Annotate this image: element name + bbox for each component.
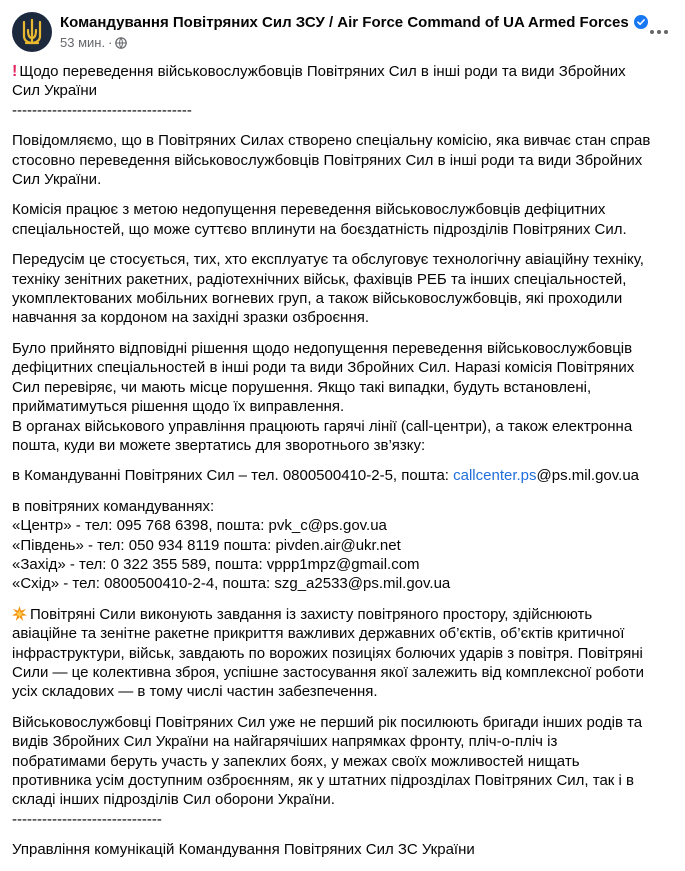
more-options-icon bbox=[649, 29, 669, 35]
regional-contacts bbox=[12, 497, 652, 594]
more-options-button[interactable] bbox=[645, 18, 673, 46]
trident-logo-icon bbox=[12, 12, 52, 52]
post-header bbox=[12, 8, 673, 56]
meta-separator: · bbox=[108, 35, 113, 50]
paragraph-mission-text: Повітряні Сили виконують завдання із захисту повітряного простору, здійснюють авіаційне та зенітне ракетне прикриття важливих державних об’єктів, об’єктів критичної інфраструктури, військ, завдають по ворожих позиціях болючих ударів з повітря. Повітряні Сили — це колективна зброя, успішне застосування якої залежить від комплексної роботи усіх складових — в тому числі частин забезпечення. bbox=[12, 605, 645, 701]
region-center: «Центр» - тел: 095 768 6398, пошта: pvk_c@ps.gov.ua bbox=[12, 517, 387, 535]
page-avatar[interactable] bbox=[12, 12, 52, 52]
paragraph-hotlines: В органах військового управління працюють гарячі лінії (call-центри), а також електронна пошта, куди ви можете звертатись для зворотнього зв’язку: bbox=[12, 417, 633, 454]
regions-heading: в повітряних командуваннях: bbox=[12, 497, 215, 515]
paragraph-decisions: Було прийнято відповідні рішення щодо недопущення переведення військовослужбовців дефіцитних спеціальностей в інші роди та види Збройних Сил. Наразі комісія Повітряних Сил перевіряє, чи мають місце порушення. Якщо такі випадки, будуть встановлені, прийматимуться рішення щодо їх виправлення. bbox=[12, 339, 635, 416]
paragraph-commission: Повідомляємо, що в Повітряних Силах створено спеціальну комісію, яка вивчає стан справ стосовно переведення військовослужбовців Повітряних Сил в інші роди та види Збройних Сил України. bbox=[12, 132, 651, 189]
post-title bbox=[12, 62, 652, 101]
red-exclamation-icon: ! bbox=[12, 63, 18, 80]
paragraph-specialties: Передусім це стосується, тих, хто експлуатує та обслуговує технологічну авіаційну техніку, техніку зенітних ракетних, радіотехнічних військ, фахівців РЕБ та інших спеціальностей, укомплектованих мобільних вогневих груп, а також військовослужбовців, які проходили навчання за кордоном на західні зразки озброєння. bbox=[12, 251, 644, 327]
command-contact bbox=[12, 466, 652, 485]
page-name-text: Командування Повітряних Сил ЗСУ / Air Force Command of UA Armed Forces bbox=[60, 14, 629, 31]
post-title-text: Щодо переведення військовослужбовців Повітряних Сил в інші роди та види Збройних Сил України bbox=[12, 63, 626, 100]
region-west: «Захід» - тел: 0 322 355 589, пошта: vppp1mpz@gmail.com bbox=[12, 555, 420, 573]
page-name-link[interactable] bbox=[60, 13, 648, 33]
post-body bbox=[12, 62, 652, 871]
command-contact-suffix: @ps.mil.gov.ua bbox=[536, 467, 640, 485]
paragraph-mission bbox=[12, 605, 652, 702]
divider-bottom: ------------------------------ bbox=[12, 810, 162, 828]
post-meta bbox=[60, 35, 127, 51]
globe-icon[interactable] bbox=[115, 37, 127, 49]
divider-top: ------------------------------------ bbox=[12, 101, 192, 119]
post-timestamp[interactable]: 53 мин. bbox=[60, 35, 106, 50]
paragraph-purpose: Комісія працює з метою недопущення переведення військовослужбовців дефіцитних спеціальностей, що може суттєво вплинути на боєздатність підрозділів Повітряних Сил. bbox=[12, 201, 627, 238]
region-east: «Схід» - тел: 0800500410-2-4, пошта: szg_a2533@ps.mil.gov.ua bbox=[12, 575, 451, 593]
callcenter-link[interactable]: callcenter.ps bbox=[453, 467, 537, 485]
region-south: «Південь» - тел: 050 934 8119 пошта: pivden.air@ukr.net bbox=[12, 536, 401, 554]
collision-emoji-icon bbox=[12, 606, 27, 621]
command-contact-prefix: в Командуванні Повітряних Сил – тел. 0800500410-2-5, пошта: bbox=[12, 467, 454, 485]
post-signature: Управління комунікацій Командування Повітряних Сил ЗС України bbox=[12, 841, 475, 859]
paragraph-reinforcement: Військовослужбовці Повітряних Сил уже не перший рік посилюють бригади інших родів та видів Збройних Сил України на найгарячіших напрямках фронту, пліч-о-пліч із побратимами беруть участь у запеклих боях, у межах своїх можливостей нищать противника усім доступним озброєнням, як у штатних підрозділах Повітряних Сил, так і в складі інших підрозділів Сил оборони України. bbox=[12, 713, 643, 809]
